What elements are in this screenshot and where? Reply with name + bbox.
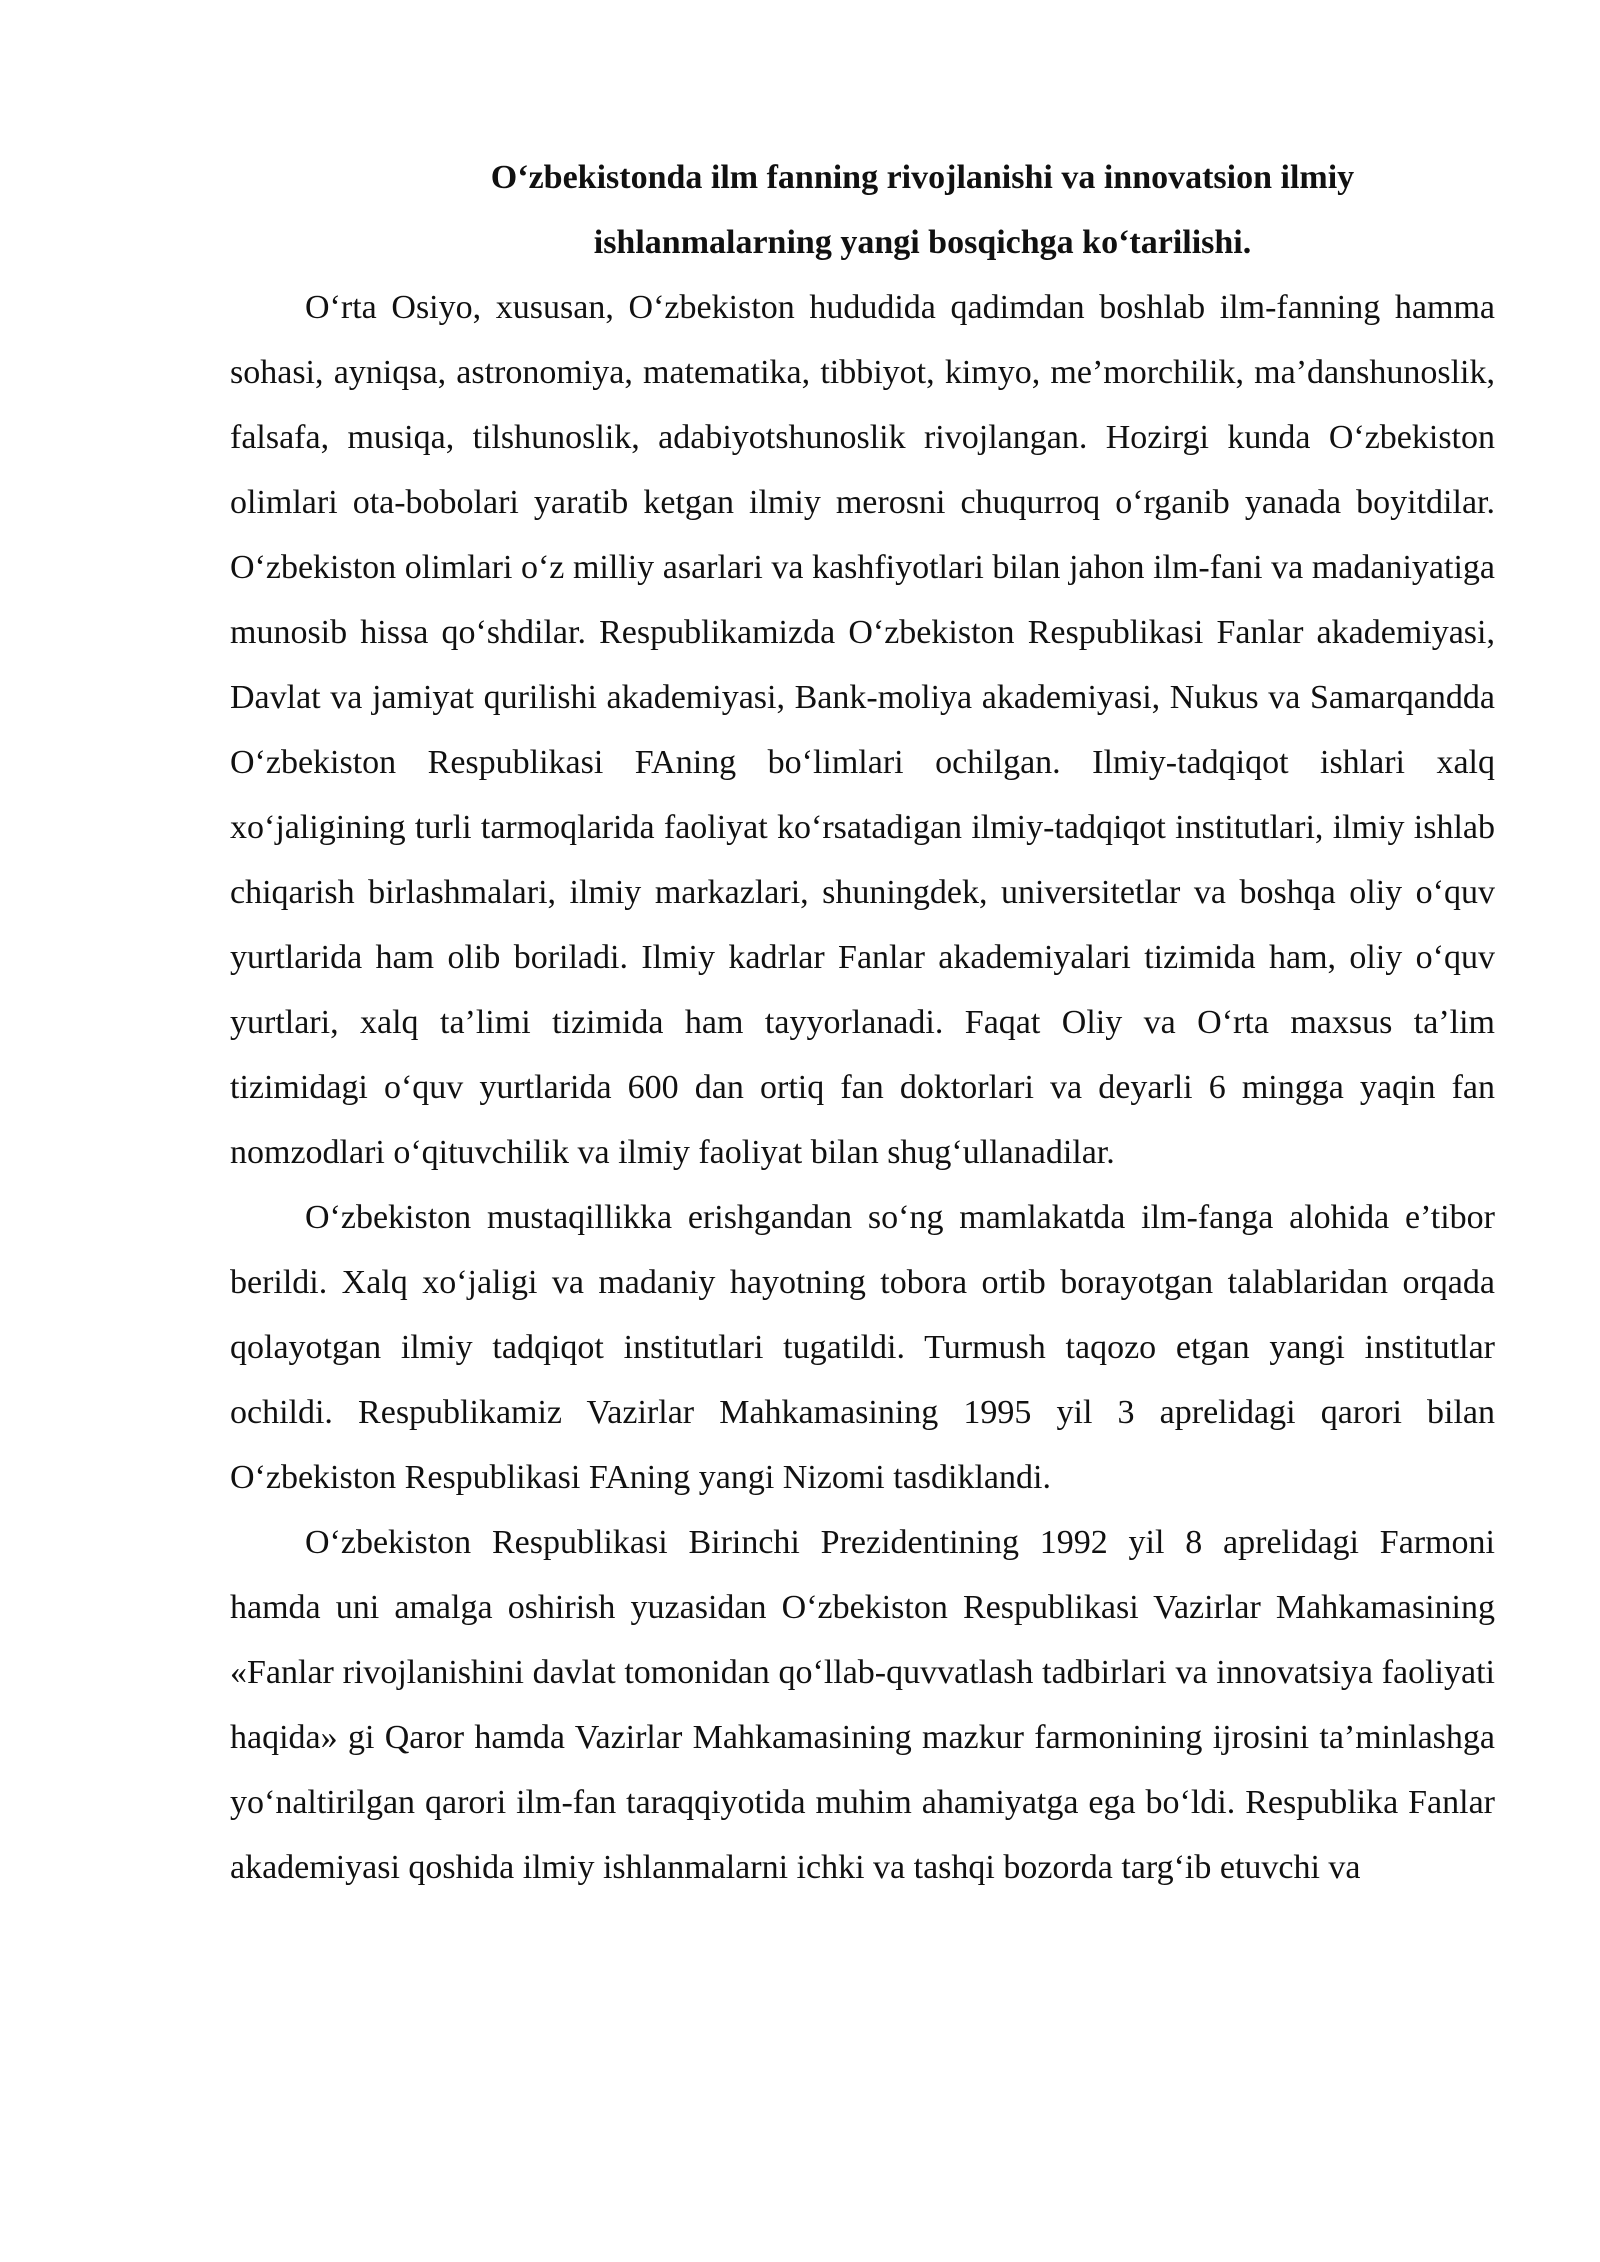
paragraph-3: O‘zbekiston Respublikasi Birinchi Prezidentining 1992 yil 8 aprelidagi Farmoni hamda uni amalga oshirish yuzasidan O‘zbekiston Respublikasi Vazirlar Mahkamasining «Fanlar rivojlanishini davlat tomonidan qo‘llab-quvvatlash tadbirlari va innovatsiya faoliyati haqida» gi Qaror hamda Vazirlar Mahkamasining mazkur farmonining ijrosini ta’minlashga yo‘naltirilgan qarori ilm-fan taraqqiyotida muhim ahamiyatga ega bo‘ldi. Respublika Fanlar akademiyasi qoshida ilmiy ishlanmalarni ichki va tashqi bozorda targ‘ib etuvchi va <box>230 1524 1495 1886</box>
title-line-2: ishlanmalarning yangi bosqichga ko‘tarilishi. <box>593 224 1252 261</box>
paragraph-1: O‘rta Osiyo, xususan, O‘zbekiston hududida qadimdan boshlab ilm-fanning hamma sohasi, ayniqsa, astronomiya, matematika, tibbiyot, kimyo, me’morchilik, ma’danshunoslik, falsafa, musiqa, tilshunoslik, adabiyotshunoslik rivojlangan. Hozirgi kunda O‘zbekiston olimlari ota-bobolari yaratib ketgan ilmiy merosni chuqurroq o‘rganib yanada boyitdilar. O‘zbekiston olimlari o‘z milliy asarlari va kashfiyotlari bilan jahon ilm-fani va madaniyatiga munosib hissa qo‘shdilar. Respublikamizda O‘zbekiston Respublikasi Fanlar akademiyasi, Davlat va jamiyat qurilishi akademiyasi, Bank-moliya akademiyasi, Nukus va Samarqandda O‘zbekiston Respublikasi FAning bo‘limlari ochilgan. Ilmiy-tadqiqot ishlari xalq xo‘jaligining turli tarmoqlarida faoliyat ko‘rsatadigan ilmiy-tadqiqot institutlari, ilmiy ishlab chiqarish birlashmalari, ilmiy markazlari, shuningdek, universitetlar va boshqa oliy o‘quv yurtlarida ham olib boriladi. Ilmiy kadrlar Fanlar akademiyalari tizimida ham, oliy o‘quv yurtlari, xalq ta’limi tizimida ham tayyorlanadi. Faqat Oliy va O‘rta maxsus ta’lim tizimidagi o‘quv yurtlarida 600 dan ortiq fan doktorlari va deyarli 6 mingga yaqin fan nomzodlari o‘qituvchilik va ilmiy faoliyat bilan shug‘ullanadilar. <box>230 289 1495 1171</box>
title-line-1: O‘zbekistonda ilm fanning rivojlanishi va innovatsion ilmiy <box>490 159 1355 196</box>
document-body <box>230 145 1495 1900</box>
paragraph-2: O‘zbekiston mustaqillikka erishgandan so‘ng mamlakatda ilm-fanga alohida e’tibor berildi. Xalq xo‘jaligi va madaniy hayotning tobora ortib borayotgan talablaridan orqada qolayotgan ilmiy tadqiqot institutlari tugatildi. Turmush taqozo etgan yangi institutlar ochildi. Respublikamiz Vazirlar Mahkamasining 1995 yil 3 aprelidagi qarori bilan O‘zbekiston Respublikasi FAning yangi Nizomi tasdiklandi. <box>230 1199 1495 1496</box>
document-title <box>230 145 1495 275</box>
